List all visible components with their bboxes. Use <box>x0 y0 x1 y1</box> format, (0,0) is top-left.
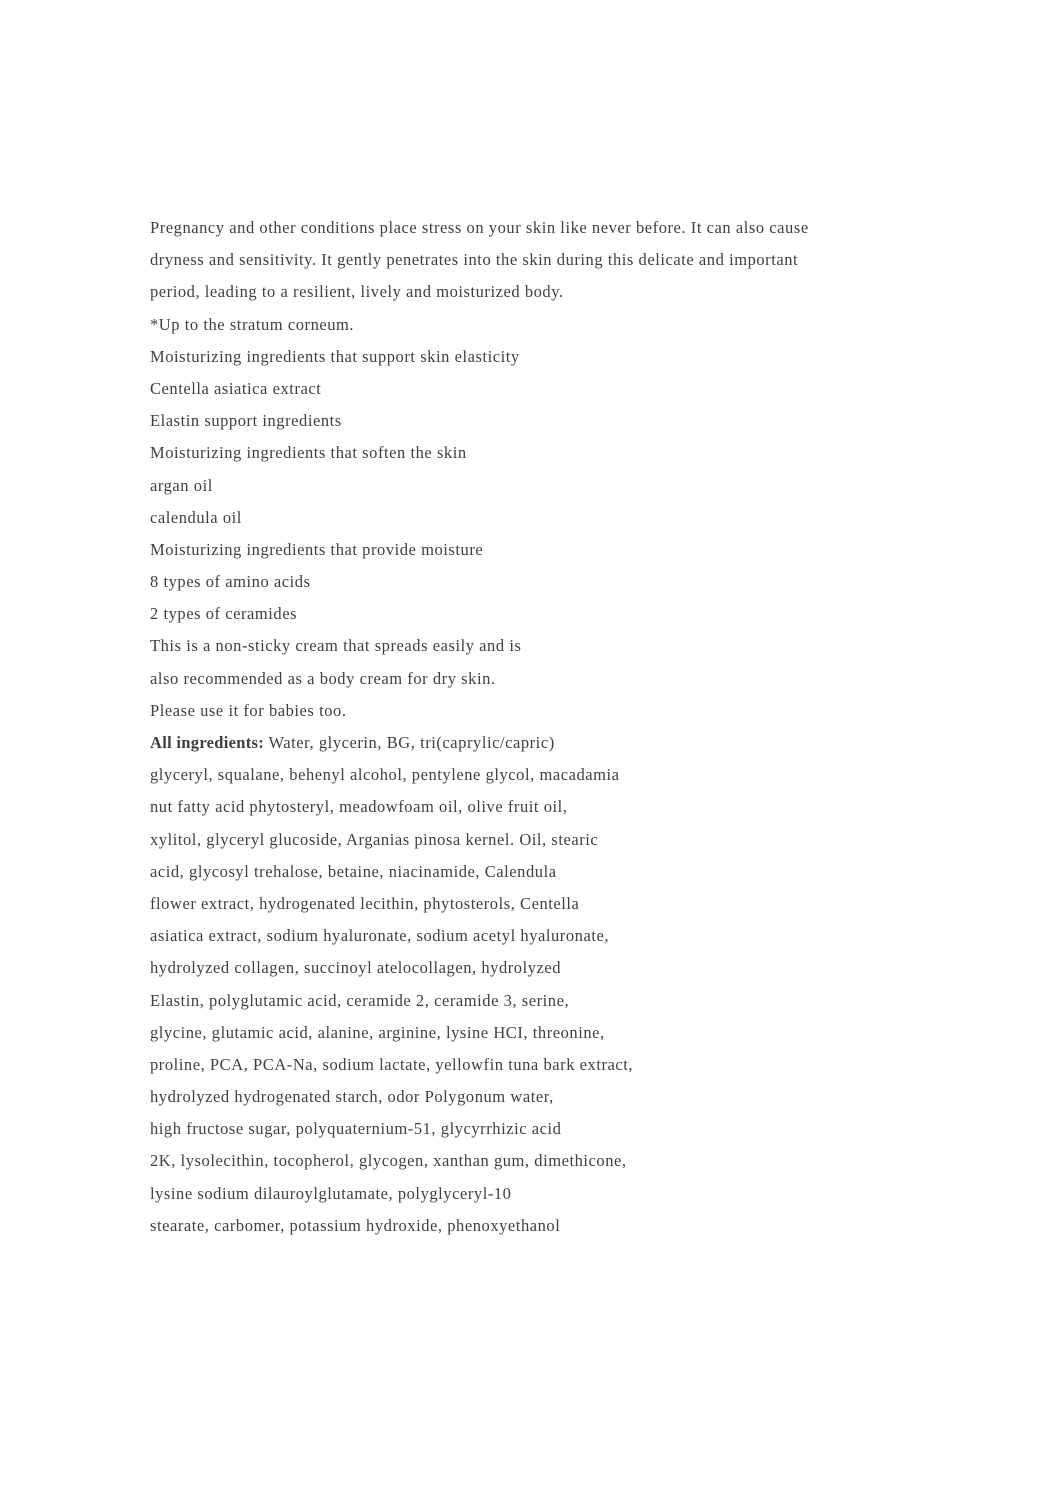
text-line: flower extract, hydrogenated lecithin, phytosterols, Centella <box>150 893 580 913</box>
all-ingredients-label: All ingredients: <box>150 733 269 752</box>
text-line: nut fatty acid phytosteryl, meadowfoam oil, olive fruit oil, <box>150 797 568 817</box>
text-line-all-ingredients <box>150 727 940 759</box>
text-line: 2 types of ceramides <box>150 604 298 624</box>
text-line: calendula oil <box>150 507 242 527</box>
text-line: xylitol, glyceryl glucoside, Arganias pinosa kernel. Oil, stearic <box>150 829 599 849</box>
text-line: also recommended as a body cream for dry skin. <box>150 668 496 688</box>
text-line: Moisturizing ingredients that support skin elasticity <box>150 346 520 366</box>
text-line: dryness and sensitivity. It gently penetrates into the skin during this delicate and important <box>150 250 799 270</box>
text-line-footnote: *Up to the stratum corneum. <box>150 314 355 334</box>
text-line: Elastin support ingredients <box>150 411 342 431</box>
text-line: Moisturizing ingredients that soften the skin <box>150 443 467 463</box>
document-body-text <box>150 212 940 1242</box>
text-line: Please use it for babies too. <box>150 700 347 720</box>
text-line: Centella asiatica extract <box>150 378 322 398</box>
text-line: stearate, carbomer, potassium hydroxide, phenoxyethanol <box>150 1215 561 1235</box>
text-line: high fructose sugar, polyquaternium-51, glycyrrhizic acid <box>150 1119 562 1139</box>
text-line: glycine, glutamic acid, alanine, arginine, lysine HCI, threonine, <box>150 1022 605 1042</box>
text-line: hydrolyzed hydrogenated starch, odor Polygonum water, <box>150 1087 554 1107</box>
text-line: acid, glycosyl trehalose, betaine, niacinamide, Calendula <box>150 861 557 881</box>
text-line: proline, PCA, PCA-Na, sodium lactate, yellowfin tuna bark extract, <box>150 1054 634 1074</box>
text-line: hydrolyzed collagen, succinoyl atelocollagen, hydrolyzed <box>150 958 562 978</box>
text-line: Moisturizing ingredients that provide moisture <box>150 539 484 559</box>
text-line: argan oil <box>150 475 213 495</box>
text-line: lysine sodium dilauroylglutamate, polyglyceryl-10 <box>150 1183 512 1203</box>
text-line: 8 types of amino acids <box>150 572 311 592</box>
text-line: Pregnancy and other conditions place stress on your skin like never before. It can also cause <box>150 218 809 237</box>
text-line: 2K, lysolecithin, tocopherol, glycogen, xanthan gum, dimethicone, <box>150 1151 627 1171</box>
text-line: glyceryl, squalane, behenyl alcohol, pentylene glycol, macadamia <box>150 765 620 785</box>
all-ingredients-start: Water, glycerin, BG, tri(caprylic/capric) <box>268 733 555 752</box>
text-line: asiatica extract, sodium hyaluronate, sodium acetyl hyaluronate, <box>150 926 610 946</box>
text-line: period, leading to a resilient, lively and moisturized body. <box>150 282 564 302</box>
text-line: This is a non-sticky cream that spreads easily and is <box>150 636 522 656</box>
text-line: Elastin, polyglutamic acid, ceramide 2, ceramide 3, serine, <box>150 990 570 1010</box>
